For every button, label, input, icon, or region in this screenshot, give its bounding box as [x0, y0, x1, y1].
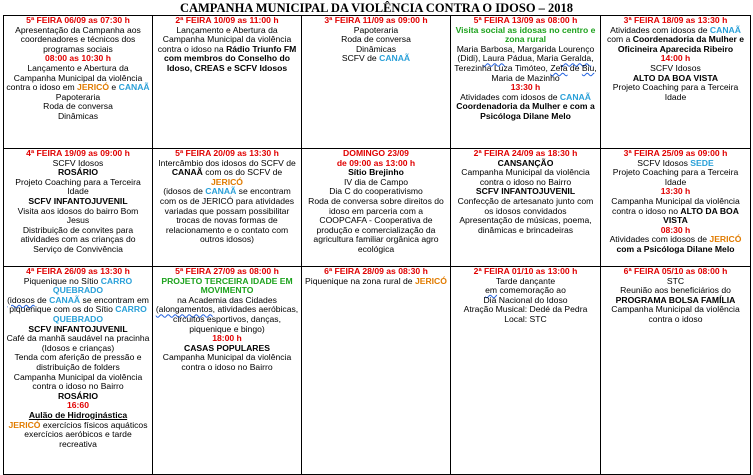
event-text: Coordenadoria da Mulher e Oficineira Aparecida Ribeiro	[617, 34, 745, 54]
event-text: Coordenadoria da Mulher e com a Psicóloga Dilane Melo	[456, 101, 595, 121]
event-text: CANAÃ	[379, 53, 411, 64]
event-cell	[153, 16, 302, 149]
event-text: Roda de conversa	[341, 34, 411, 45]
event-cell	[153, 149, 302, 267]
event-text: 16:60	[67, 400, 89, 411]
event-line	[453, 197, 598, 216]
event-text: Projeto Coaching para a Terceira Idade	[15, 176, 141, 197]
event-text: Geralda	[560, 53, 592, 64]
event-text: JERICÓ	[414, 275, 447, 286]
event-line	[453, 168, 598, 187]
event-text: Roda de conversa sobre direitos do idoso em parceria com a COOPCAFA - Cooperativa de produção e comercialização da agricultura familiar orgânica agro ecológica	[308, 195, 444, 254]
event-cell	[4, 267, 153, 475]
event-line	[603, 197, 748, 226]
event-text: 5ª FEIRA 27/09 as 08:00 h	[175, 266, 279, 276]
schedule-body	[4, 16, 751, 475]
event-text: Piquenique no Sítio	[23, 275, 101, 286]
event-text: Projeto Coaching para a Terceira Idade	[612, 82, 739, 102]
schedule-table	[3, 15, 751, 475]
event-text: e	[109, 82, 119, 93]
event-line	[6, 296, 150, 325]
event-text: Campanha Municipal da violência contra o idoso no Bairro	[13, 371, 143, 392]
event-text: CANSANÇÃO	[497, 157, 554, 168]
event-line	[6, 207, 150, 226]
event-line	[304, 197, 448, 255]
event-line	[6, 26, 150, 55]
event-text: 5ª FEIRA 13/09 as 08:00 h	[473, 15, 578, 25]
event-line	[6, 277, 150, 296]
event-text: Biu	[581, 62, 595, 73]
event-cell	[302, 267, 451, 475]
event-cell	[451, 149, 601, 267]
event-text: em	[485, 285, 498, 296]
event-cell	[153, 267, 302, 475]
event-text: ROSÁRIO	[57, 390, 99, 401]
event-cell	[4, 16, 153, 149]
event-text: Apresentação da Campanha aos coordenadores e técnicos dos programas sociais	[15, 24, 141, 54]
event-text: 14:00 h	[660, 53, 691, 64]
event-text: SCFV Idosos	[52, 157, 104, 168]
event-line	[453, 26, 598, 45]
event-text: Papoteraria	[353, 24, 399, 35]
event-text: Campanha Municipal da violência contra o idoso no Bairro	[162, 352, 292, 372]
event-line	[603, 305, 748, 324]
event-line	[6, 112, 150, 122]
event-text: na Academia das Cidades	[177, 294, 277, 305]
event-line	[6, 421, 150, 450]
event-text: Atividades com idosos de	[609, 234, 710, 245]
event-text: CANAÃ	[49, 294, 81, 305]
event-line	[155, 277, 299, 296]
event-text: 5ª FEIRA 06/09 as 07:30 h	[26, 15, 130, 25]
event-text: JERICÓ	[77, 82, 110, 93]
event-text: Apresentação de músicas, poema, dinâmicas e brincadeiras	[459, 215, 592, 235]
event-text: Lançamento e Abertura da Campanha Municipal da violência contra o idoso em	[6, 62, 143, 93]
event-text: Campanha Municipal da violência contra o idoso	[611, 304, 740, 324]
event-text: 4ª FEIRA 26/09 as 13:30 h	[26, 266, 130, 276]
event-text: de	[567, 62, 582, 73]
event-text: 08:30 h	[660, 224, 691, 235]
event-text: SCFV Idosos	[637, 157, 691, 168]
event-text: 6ª FEIRA 05/10 as 08:00 h	[623, 266, 728, 276]
event-text: Pádua, Maria	[504, 53, 561, 64]
event-text: JERICÓ	[8, 419, 41, 430]
event-text: , atividades aeróbicas, circuitos esportivos, danças, piquenique e bingo)	[173, 304, 299, 334]
event-text: Campanha Municipal da violência contra o idoso no	[611, 195, 740, 216]
event-text: com a	[606, 34, 633, 45]
event-text: comemoração ao	[497, 285, 566, 296]
event-text: JERICÓ	[211, 176, 243, 187]
event-text: Rádio Triunfo FM com membros do Conselho do Idoso, CREAS e SCFV Idosos	[163, 43, 297, 73]
event-cell	[451, 16, 601, 149]
event-line	[453, 102, 598, 121]
event-text: Reunião aos beneficiários do	[620, 285, 731, 296]
event-text: CANAÃ	[171, 167, 203, 178]
event-text: Atividades com idosos de	[610, 24, 710, 35]
event-text: Campanha Municipal da violência contra o idoso no Bairro	[461, 167, 590, 187]
event-text: Sítio Brejinho	[348, 167, 404, 178]
event-text: Lançamento e Abertura da Campanha Municipal da violência contra o idoso na	[157, 24, 292, 54]
event-line	[603, 26, 748, 55]
event-cell	[302, 16, 451, 149]
event-text: 5ª FEIRA 20/09 as 13:30 h	[175, 148, 279, 158]
event-text: , Maria de Mazinho	[491, 62, 597, 83]
event-text: Visita social as idosas no centro e zona rural	[455, 24, 596, 45]
event-text: 3ª FEIRA 11/09 as 09:00 h	[324, 15, 428, 25]
event-text: Dinâmicas	[355, 43, 397, 54]
event-text: Laura	[482, 53, 505, 64]
event-line	[155, 353, 299, 372]
event-line	[453, 315, 598, 325]
event-text: com os do SCFV de	[202, 167, 283, 178]
event-text: Roda de conversa	[43, 101, 113, 112]
event-text: Aulão de Hidroginástica	[28, 409, 128, 420]
event-line	[6, 226, 150, 255]
event-cell	[4, 149, 153, 267]
event-text: ALTO DA BOA VISTA	[663, 205, 739, 226]
event-text: SCFV INFANTOJUVENIL	[28, 323, 128, 334]
event-line	[6, 64, 150, 93]
event-text: Dia Nacional do Idoso	[483, 294, 568, 305]
event-text: Local: STC	[504, 313, 547, 324]
event-text: 2ª FEIRA 01/10 as 13:00 h	[473, 266, 578, 276]
event-text: PROGRAMA BOLSA FAMÍLIA	[615, 294, 736, 305]
event-text: JERICÓ	[709, 234, 742, 245]
event-text: CASAS POPULARES	[184, 342, 270, 353]
event-text: CARRO QUEBRADO	[52, 304, 147, 324]
event-line	[304, 277, 448, 287]
event-line	[155, 296, 299, 334]
event-text: 2ª FEIRA 24/09 as 18:30 h	[473, 148, 578, 158]
event-line	[603, 245, 748, 255]
event-text: Dinâmicas	[57, 110, 99, 121]
event-text: CARRO QUEBRADO	[52, 275, 133, 296]
event-cell	[601, 16, 751, 149]
event-text: CANAÃ	[118, 82, 150, 93]
event-text: Intercâmbio dos idosos do SCFV de	[158, 157, 296, 168]
event-text: de	[34, 294, 50, 305]
event-text: ROSÁRIO	[57, 167, 99, 178]
event-text: 4ª FEIRA 19/09 as 09:00 h	[26, 148, 130, 158]
event-line	[155, 159, 299, 188]
event-text: se encontram em piquenique com os do Sítio	[9, 294, 149, 315]
event-text: DOMINGO 23/09	[343, 148, 409, 158]
event-text: 13:30 h	[660, 186, 691, 197]
event-text: SEDE	[690, 157, 714, 168]
event-text: (idosos de	[163, 186, 206, 197]
page-title: CAMPANHA MUNICIPAL DA VIOLÊNCIA CONTRA O IDOSO – 2018	[179, 1, 574, 15]
event-text: SCFV de	[341, 53, 380, 64]
event-text: 3ª FEIRA 18/09 as 13:30 h	[623, 15, 728, 25]
event-line	[603, 83, 748, 102]
event-text: Café da manhã saudável na pracinha (Idosos e crianças)	[6, 333, 150, 353]
event-text: Tarde dançante	[495, 275, 556, 286]
event-text: SCFV INFANTOJUVENIL	[28, 195, 128, 206]
event-text: Atividades com idosos de	[460, 91, 560, 102]
event-cell	[302, 149, 451, 267]
event-text: Papoteraria	[55, 91, 101, 102]
event-text: 6ª FEIRA 28/09 as 08:30 h	[324, 266, 428, 276]
event-text: Piquenique na zona rural de	[305, 275, 415, 286]
event-text: CANAÃ	[709, 24, 741, 35]
event-line	[453, 216, 598, 235]
event-line	[155, 187, 299, 245]
event-text: (alongamentos	[155, 304, 213, 315]
event-text: Atração Musical: Dedé da Pedra	[463, 304, 588, 315]
event-text: com a Psicóloga Dilane Melo	[616, 243, 735, 254]
event-text: 2ª FEIRA 10/09 as 11:00 h	[175, 15, 279, 25]
event-text: 3ª FEIRA 25/09 as 09:00 h	[623, 148, 728, 158]
event-text: Maria Barbosa, Margarida Lourenço (Didi),	[456, 43, 595, 64]
event-text: Tenda com aferição de pressão e distribuição de folders	[14, 352, 142, 372]
event-cell	[601, 267, 751, 475]
event-text: Dia C do cooperativismo	[329, 186, 423, 197]
event-line	[453, 45, 598, 83]
event-text: exercícios físicos aquáticos exercícios aeróbicos e tarde recreativa	[24, 419, 148, 449]
event-line	[6, 353, 150, 372]
event-text: de 09:00 as 13:00 h	[336, 157, 416, 168]
event-cell	[451, 267, 601, 475]
event-text: STC	[666, 275, 685, 286]
event-text: Visita aos idosos do bairro Bom Jesus	[17, 205, 139, 226]
event-text: SCFV Idosos	[650, 62, 701, 73]
event-line	[6, 178, 150, 197]
event-line	[304, 54, 448, 64]
event-text: CANAÃ	[559, 91, 591, 102]
event-cell	[601, 149, 751, 267]
event-text: 08:00 as 10:30 h	[45, 53, 111, 64]
event-line	[603, 168, 748, 187]
event-text: , Terezinha Luza Timóteo,	[454, 53, 594, 73]
event-text: PROJETO TERCEIRA IDADE EM MOVIMENTO	[161, 275, 293, 296]
event-text: (idosos	[7, 294, 35, 305]
event-line	[6, 373, 150, 392]
event-text: IV dia de Campo	[343, 176, 408, 187]
event-text: 18:00 h	[212, 333, 242, 344]
event-text: Zefa	[550, 62, 568, 73]
event-text: ALTO DA BOA VISTA	[632, 72, 719, 83]
event-text: se encontram com os de JERICÓ para atividades variadas que possam possibilitar trocas de novas formas de relacionamento e o contato com outros idosos)	[159, 186, 295, 245]
event-text: CANAÃ	[205, 186, 237, 197]
event-text: 13:30 h	[510, 82, 541, 93]
event-line	[155, 26, 299, 74]
event-text: SCFV INFANTOJUVENIL	[475, 186, 576, 197]
event-text: Confecção de artesanato junto com os idosos convidados	[457, 195, 594, 216]
event-line	[6, 334, 150, 353]
event-text: Distribuição de convites para atividades com as crianças do Serviço de Convivência	[20, 224, 136, 254]
event-text: Projeto Coaching para a Terceira Idade	[612, 167, 739, 187]
